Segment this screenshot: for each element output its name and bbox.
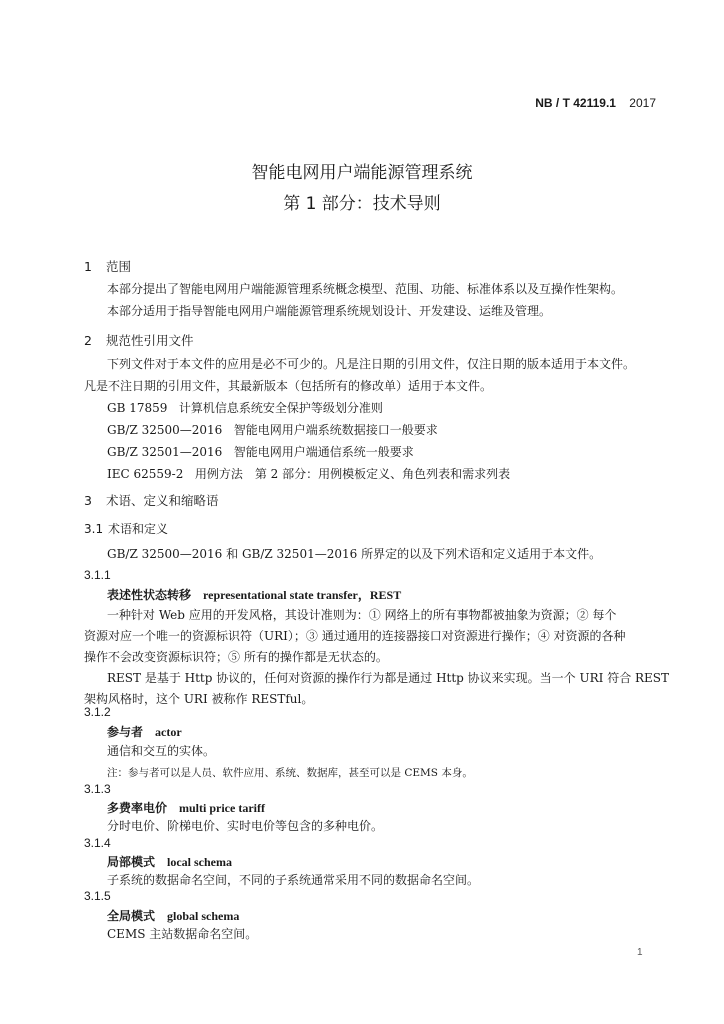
reference-code: IEC 62559-2 bbox=[107, 467, 184, 481]
term-heading bbox=[107, 723, 182, 740]
definition-line: 分时电价、阶梯电价、实时电价等包含的多种电价。 bbox=[107, 819, 384, 833]
term-zh: 全局模式 bbox=[107, 909, 156, 923]
term-en: global schema bbox=[167, 909, 240, 923]
standard-number bbox=[500, 96, 656, 110]
paragraph: 本部分适用于指导智能电网用户端能源管理系统规划设计、开发建设、运维及管理。 bbox=[107, 304, 552, 318]
reference-title: 计算机信息系统安全保护等级划分准则 bbox=[178, 401, 383, 415]
term-zh: 表述性状态转移 bbox=[107, 588, 192, 602]
reference-item bbox=[107, 399, 383, 416]
term-zh: 多费率电价 bbox=[107, 801, 168, 815]
reference-item bbox=[107, 421, 438, 438]
definition-line: 操作不会改变资源标识符；⑤ 所有的操作都是无状态的。 bbox=[84, 650, 388, 664]
section-number: 1 bbox=[84, 259, 92, 274]
term-heading bbox=[107, 853, 232, 870]
term-zh: 参与者 bbox=[107, 725, 144, 739]
section-number: 3 bbox=[84, 493, 92, 508]
reference-code: GB 17859 bbox=[107, 401, 168, 415]
document-title: 智能电网用户端能源管理系统 bbox=[251, 163, 473, 183]
term-heading bbox=[107, 907, 239, 924]
term-heading bbox=[107, 586, 401, 603]
subsection-number: 3.1 bbox=[84, 522, 104, 536]
paragraph: 本部分提出了智能电网用户端能源管理系统概念模型、范围、功能、标准体系以及互操作性架构。 bbox=[107, 282, 624, 296]
standard-code: NB / T 42119.1 bbox=[535, 96, 616, 110]
term-zh: 局部模式 bbox=[107, 855, 156, 869]
standard-year: 2017 bbox=[629, 96, 656, 110]
reference-title: 智能电网用户端系统数据接口一般要求 bbox=[233, 423, 438, 437]
paragraph: 凡是不注日期的引用文件，其最新版本（包括所有的修改单）适用于本文件。 bbox=[84, 379, 493, 393]
definition-line: CEMS 主站数据命名空间。 bbox=[107, 927, 258, 941]
term-en: local schema bbox=[167, 855, 233, 869]
definition-line: REST 是基于 Http 协议的，任何对资源的操作行为都是通过 Http 协议来实现。当一个 URI 符合 REST bbox=[107, 671, 670, 685]
definition-line: 通信和交互的实体。 bbox=[107, 744, 216, 758]
section-1-heading bbox=[84, 257, 131, 275]
section-number: 2 bbox=[84, 333, 92, 348]
reference-code: GB/Z 32501—2016 bbox=[107, 445, 223, 459]
term-en: representational state transfer，REST bbox=[203, 588, 402, 602]
section-title: 术语、定义和缩略语 bbox=[106, 493, 219, 508]
term-heading bbox=[107, 799, 265, 816]
definition-line: 资源对应一个唯一的资源标识符（URI）；③ 通过通用的连接器接口对资源进行操作；④ 对资源的各种 bbox=[84, 629, 626, 643]
paragraph: 下列文件对于本文件的应用是必不可少的。凡是注日期的引用文件，仅注日期的版本适用于本文件。 bbox=[107, 357, 636, 371]
section-3-heading bbox=[84, 491, 219, 509]
section-title: 规范性引用文件 bbox=[106, 333, 194, 348]
section-title: 范围 bbox=[106, 259, 132, 274]
term-en: multi price tariff bbox=[179, 801, 265, 815]
clause-number: 3.1.1 bbox=[84, 568, 111, 582]
definition-line: 子系统的数据命名空间，不同的子系统通常采用不同的数据命名空间。 bbox=[107, 873, 480, 887]
definition-line: 一种针对 Web 应用的开发风格，其设计准则为：① 网络上的所有事物都被抽象为资源；② 每个 bbox=[107, 608, 617, 622]
clause-number: 3.1.4 bbox=[84, 836, 111, 850]
reference-title: 智能电网用户端通信系统一般要求 bbox=[233, 445, 414, 459]
clause-number: 3.1.5 bbox=[84, 889, 111, 903]
paragraph: GB/Z 32500—2016 和 GB/Z 32501—2016 所界定的以及下列术语和定义适用于本文件。 bbox=[107, 547, 602, 561]
term-en: actor bbox=[155, 725, 182, 739]
term-note: 注：参与者可以是人员、软件应用、系统、数据库，甚至可以是 CEMS 本身。 bbox=[107, 767, 473, 779]
reference-item bbox=[107, 443, 414, 460]
clause-number: 3.1.3 bbox=[84, 782, 111, 796]
reference-code: GB/Z 32500—2016 bbox=[107, 423, 223, 437]
subsection-title: 术语和定义 bbox=[108, 522, 169, 536]
reference-item bbox=[107, 465, 510, 482]
clause-number: 3.1.2 bbox=[84, 705, 111, 719]
reference-title: 用例方法 第 2 部分：用例模板定义、角色列表和需求列表 bbox=[194, 467, 511, 481]
subsection-3-1-heading bbox=[84, 520, 168, 537]
page-number: 1 bbox=[637, 947, 643, 958]
section-2-heading bbox=[84, 331, 194, 349]
definition-line: 架构风格时，这个 URI 被称作 RESTful。 bbox=[84, 692, 314, 706]
document-subtitle: 第 1 部分：技术导则 bbox=[283, 194, 441, 214]
